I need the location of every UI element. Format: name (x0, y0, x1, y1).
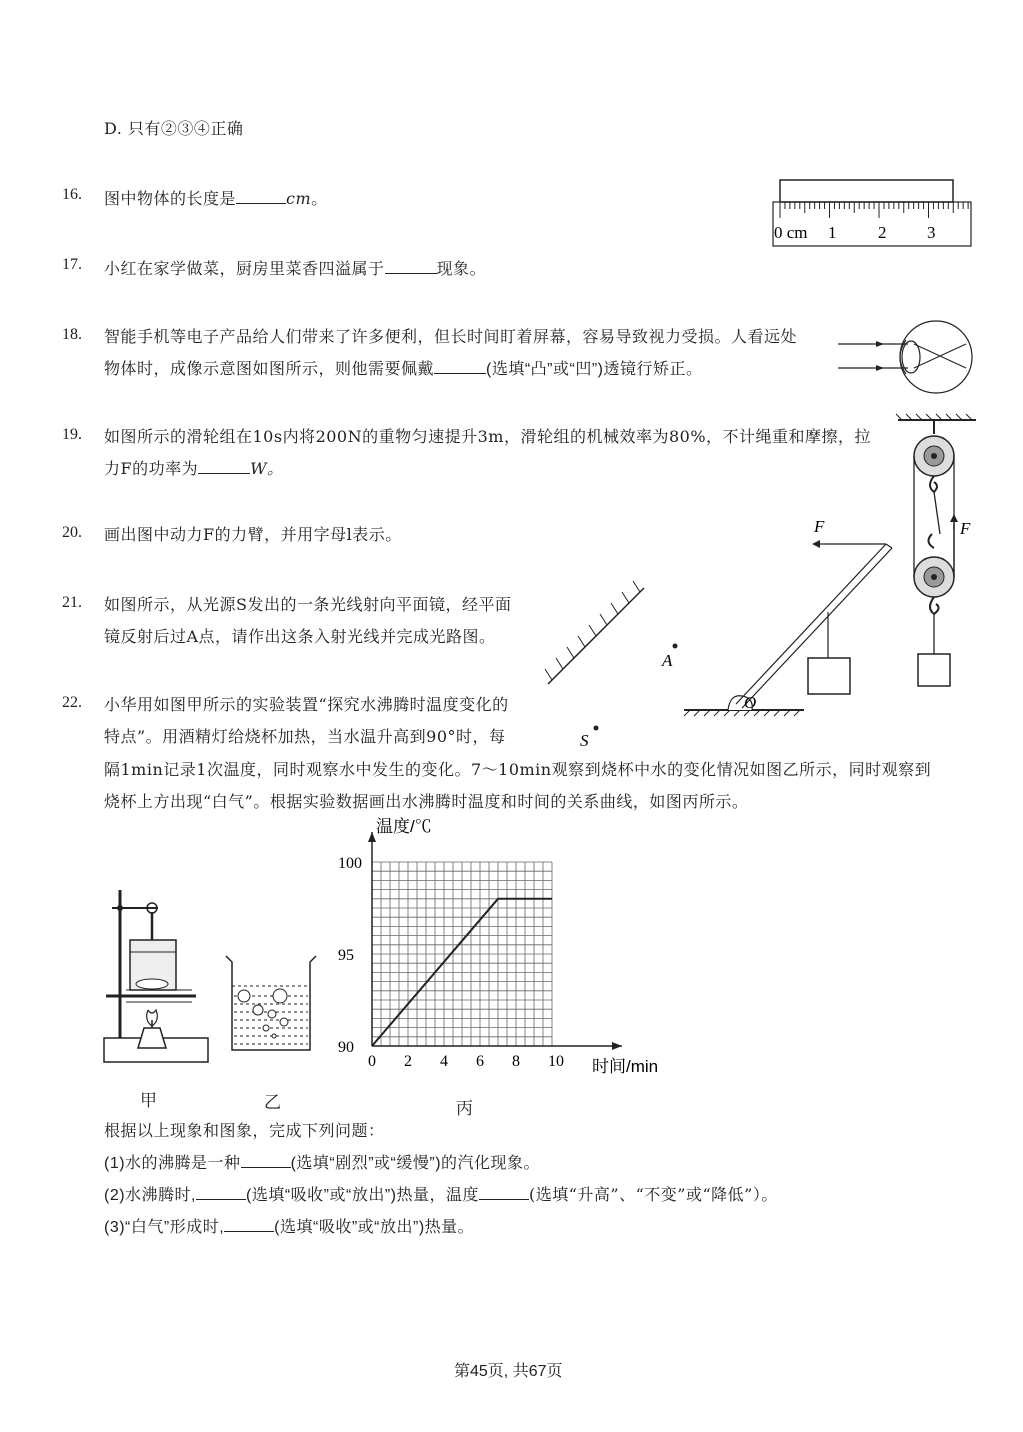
alcohol-lamp (138, 1028, 166, 1048)
q18-line1: 智能手机等电子产品给人们带来了许多便利，但长时间盯着屏幕，容易导致视力受损。人看远处 (104, 327, 798, 346)
tick-label: 0 cm (774, 223, 808, 242)
answer-blank[interactable] (241, 1153, 291, 1168)
sub1-choice: (选填“剧烈”或“缓慢”)的汽化现象。 (290, 1155, 541, 1172)
q17-text: 小红在家学做菜，厨房里菜香四溢属于 (104, 259, 385, 278)
q20-text: 画出图中动力F的力臂，并用字母l表示。 (104, 525, 402, 544)
question-number: 21. (62, 594, 82, 611)
option-d: D. 只有②③④正确 (104, 119, 244, 138)
mirror-hatch (567, 647, 574, 658)
sub1-text: (1)水的沸腾是一种 (104, 1155, 241, 1172)
q18-choice: (选填“凸”或“凹”)透镜行矫正。 (486, 361, 703, 378)
eyeball (900, 321, 972, 393)
sub3-text: (3)“白气”形成时, (104, 1219, 225, 1236)
sub2-choice: (选填“吸收”或“放出”)热量，温度 (246, 1187, 479, 1204)
bubble (263, 1025, 269, 1031)
mirror-hatch (578, 636, 585, 647)
light-source (594, 726, 599, 731)
answer-blank[interactable] (196, 1185, 246, 1200)
y-tick-label: 100 (338, 855, 362, 872)
answer-blank[interactable] (224, 1217, 274, 1232)
pivot-label: O (744, 693, 757, 712)
tick-label: 1 (828, 223, 837, 242)
mirror-hatch (611, 603, 618, 614)
bubble (253, 1005, 263, 1015)
lever-diagram (680, 510, 895, 725)
q22-sub2 (104, 1182, 778, 1205)
answer-blank[interactable] (236, 189, 286, 204)
question-18-line2 (104, 356, 703, 379)
arrow-icon (876, 341, 884, 347)
answer-blank[interactable] (479, 1185, 529, 1200)
point-a (673, 644, 678, 649)
unit: cm (286, 189, 312, 208)
arrow-icon (876, 365, 884, 371)
question-number: 20. (62, 524, 82, 541)
q22-sub1 (104, 1150, 540, 1173)
x-axis-arrow (612, 1042, 622, 1050)
q16-end: 。 (311, 189, 328, 208)
q18-text: 物体时，成像示意图如图所示，则他需要佩戴 (104, 359, 435, 378)
question-16-text (104, 186, 328, 209)
q22-sub3 (104, 1214, 474, 1237)
question-17-text (104, 256, 486, 279)
force-label: F (960, 519, 971, 538)
ruler-figure (770, 176, 975, 248)
eye-diagram (836, 318, 976, 398)
sub3-choice: (选填“吸收”或“放出”)热量。 (274, 1219, 475, 1236)
answer-blank[interactable] (434, 359, 486, 374)
q22-prompt: 根据以上现象和图象，完成下列问题： (104, 1121, 385, 1140)
mirror-hatch (633, 581, 640, 592)
figure-label: 丙 (456, 1099, 473, 1118)
point-a-label: A (662, 651, 673, 670)
q19-text: 力F的功率为 (104, 459, 199, 478)
sub2-choice-b: (选填“升高”、“不变”或“降低”）。 (529, 1185, 778, 1204)
page-footer: 第45页, 共67页 (454, 1363, 563, 1380)
mirror-diagram (540, 580, 700, 760)
figure-label: 甲 (140, 1091, 157, 1110)
weight-block (808, 658, 850, 694)
y-axis-label: 温度/℃ (376, 817, 432, 836)
arrow-icon (950, 514, 958, 522)
mirror-hatch (589, 625, 596, 636)
x-tick-label: 10 (548, 1053, 564, 1070)
q22-line2: 特点”。用酒精灯给烧杯加热，当水温升高到90°时，每 (104, 727, 506, 746)
mirror-hatch (556, 658, 563, 669)
x-tick-label: 6 (476, 1053, 484, 1070)
x-tick-label: 8 (512, 1053, 520, 1070)
question-number: 17. (62, 256, 82, 273)
mirror-hatch (622, 592, 629, 603)
q17-end: 现象。 (436, 259, 487, 278)
x-axis-label: 时间/min (592, 1057, 659, 1076)
q19-line1: 如图所示的滑轮组在10s内将200N的重物匀速提升3m，滑轮组的机械效率为80%，不计绳重和摩擦，拉 (104, 427, 872, 446)
beaker-bubbles (222, 952, 320, 1056)
bubble (268, 1010, 276, 1018)
x-tick-label: 0 (368, 1053, 376, 1070)
point-s-label: S (580, 731, 589, 750)
bubble (273, 989, 287, 1003)
question-number: 16. (62, 186, 82, 203)
tick-label: 2 (878, 223, 887, 242)
bubble (238, 990, 250, 1002)
y-axis-arrow (368, 832, 376, 842)
force-label: F (814, 517, 825, 536)
measured-object (780, 180, 953, 202)
mirror-hatch (600, 614, 607, 625)
q19-unit: W。 (250, 459, 284, 478)
y-tick-label: 90 (338, 1039, 354, 1056)
answer-blank[interactable] (385, 259, 437, 274)
sub2-text: (2)水沸腾时, (104, 1187, 197, 1204)
q22-line4: 烧杯上方出现“白气”。根据实验数据画出水沸腾时温度和时间的关系曲线，如图丙所示。 (104, 792, 749, 811)
pulley-system (892, 412, 982, 692)
arrow-icon (812, 540, 820, 548)
bubble (280, 1018, 288, 1026)
q21-line2: 镜反射后过A点，请作出这条入射光线并完成光路图。 (104, 627, 496, 646)
q22-line1: 小华用如图甲所示的实验装置“探究水沸腾时温度变化的 (104, 695, 509, 714)
x-tick-label: 2 (404, 1053, 412, 1070)
bubble (272, 1034, 276, 1038)
figure-label: 乙 (264, 1093, 281, 1112)
boiling-apparatus (100, 880, 215, 1070)
x-tick-label: 4 (440, 1053, 448, 1070)
question-number: 18. (62, 326, 82, 343)
q22-line3: 隔1min记录1次温度，同时观察水中发生的变化。7～10min观察到烧杯中水的变化情况如图乙所示，同时观察到 (104, 760, 932, 779)
weight-block (918, 654, 950, 686)
q16-text: 图中物体的长度是 (104, 189, 237, 208)
mirror-hatch (545, 669, 552, 680)
tick-label: 3 (927, 223, 936, 242)
question-number: 19. (62, 426, 82, 443)
question-19-line2 (104, 456, 284, 479)
question-number: 22. (62, 694, 82, 711)
answer-blank[interactable] (198, 459, 250, 474)
q21-line1: 如图所示，从光源S发出的一条光线射向平面镜，经平面 (104, 595, 512, 614)
y-tick-label: 95 (338, 947, 354, 964)
temperature-time-chart (330, 810, 675, 1100)
